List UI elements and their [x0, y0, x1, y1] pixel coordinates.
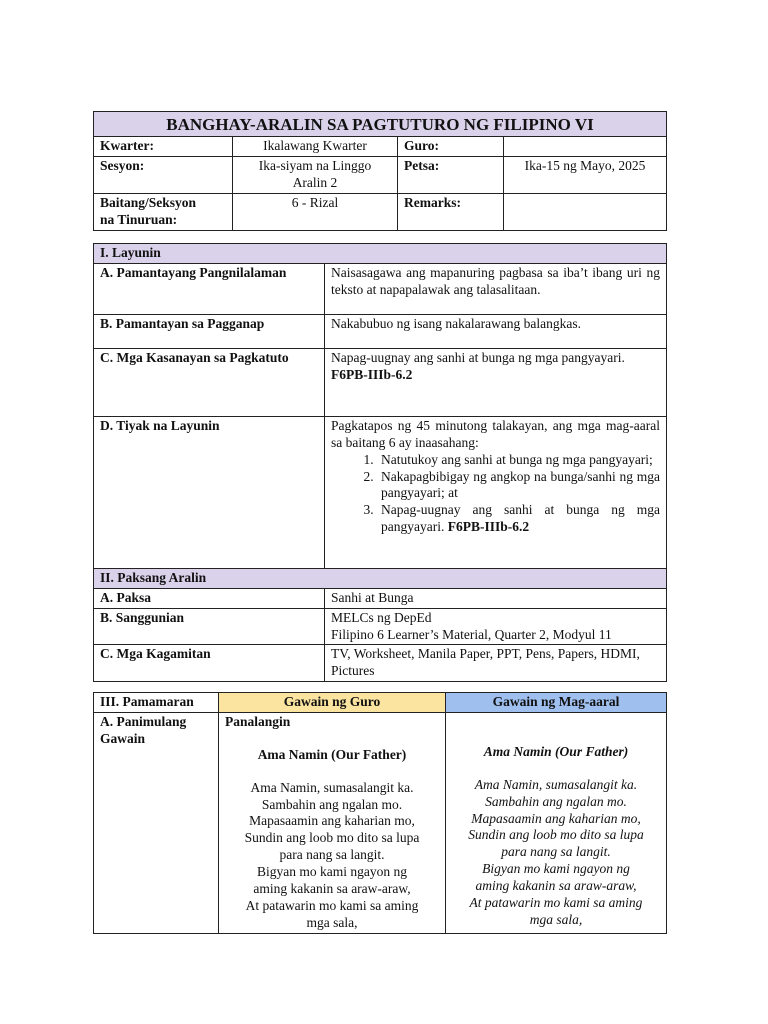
prayer-line: At patawarin mo kami sa aming	[245, 897, 419, 913]
prayer-line: Ama Namin, sumasalangit ka.	[250, 779, 414, 795]
tiyak-na-layunin-label: D. Tiyak na Layunin	[94, 416, 325, 568]
paksa-value: Sanhi at Bunga	[325, 588, 667, 608]
prayer-line: Mapasaamin ang kaharian mo,	[249, 813, 415, 829]
prayer-line: para nang sa langit.	[279, 847, 385, 863]
prayer-line: mga sala,	[529, 911, 583, 927]
prayer-line: At patawarin mo kami sa aming	[469, 894, 643, 910]
guro-label: Guro:	[398, 137, 504, 157]
sanggunian-line2: Filipino 6 Learner’s Material, Quarter 2, Modyul 11	[331, 626, 612, 642]
pamantayang-pangnilalaman-value: Naisasagawa ang mapanuring pagbasa sa iba’t ibang uri ng teksto at napapalawak ang talasalitaan.	[325, 263, 667, 314]
kasanayan-code: F6PB-IIIb-6.2	[331, 366, 413, 382]
sesyon-value-line2: Aralin 2	[292, 175, 338, 190]
prayer-line: mga sala,	[306, 914, 358, 930]
kwarter-value: Ikalawang Kwarter	[233, 137, 398, 157]
remarks-label: Remarks:	[398, 193, 504, 230]
baitang-label-line2: na Tinuruan:	[100, 211, 178, 227]
prayer-line: Bigyan mo kami ngayon ng	[257, 864, 407, 879]
kasanayan-text: Napag-uugnay ang sanhi at bunga ng mga pangyayari.	[331, 349, 625, 365]
pamantayang-pangnilalaman-label: A. Pamantayang Pangnilalaman	[94, 263, 325, 314]
pamamaraan-table	[93, 692, 667, 934]
petsa-label: Petsa:	[398, 157, 504, 194]
layunin-table	[93, 243, 667, 682]
header-table	[93, 111, 667, 231]
paksang-aralin-heading: II. Paksang Aralin	[94, 568, 667, 588]
tiyak-na-layunin-intro: Pagkatapos ng 45 minutong talakayan, ang mga mag-aaral sa baitang 6 ay inaasahang:	[331, 417, 661, 450]
prayer-line: Sambahin ang ngalan mo.	[261, 796, 403, 812]
paksa-label: A. Paksa	[94, 588, 325, 608]
petsa-value: Ika-15 ng Mayo, 2025	[504, 157, 667, 194]
kasanayan-value	[325, 348, 667, 416]
kwarter-label: Kwarter:	[94, 137, 233, 157]
remarks-value	[504, 193, 667, 230]
kasanayan-label: C. Mga Kasanayan sa Pagkatuto	[94, 348, 325, 416]
baitang-label-line1: Baitang/Seksyon	[100, 194, 197, 210]
list-item: 1. Natutukoy ang sanhi at bunga ng mga pangyayari;	[377, 452, 660, 469]
list-item: 2. Nakapagbibigay ng angkop na bunga/sanhi ng mga pangyayari; at	[377, 469, 660, 503]
prayer-title: Ama Namin (Our Father)	[257, 746, 407, 762]
tiyak-na-layunin-list	[331, 452, 660, 536]
pamamaraan-heading: III. Pamamaran	[94, 693, 219, 713]
pamantayan-sa-pagganap-value: Nakabubuo ng isang nakalarawang balangkas.	[325, 314, 667, 348]
sesyon-label: Sesyon:	[94, 157, 233, 194]
prayer-line: aming kakanin sa araw-araw,	[475, 878, 637, 893]
list-item: 3. Napag-uugnay ang sanhi at bunga ng mga pangyayari. F6PB-IIIb-6.2	[377, 502, 660, 536]
prayer-line: Mapasaamin ang kaharian mo,	[471, 810, 641, 826]
gawain-ng-guro-header: Gawain ng Guro	[219, 693, 446, 713]
layunin-heading: I. Layunin	[94, 244, 667, 264]
tiyak-na-layunin-code: F6PB-IIIb-6.2	[447, 519, 530, 535]
prayer-text	[225, 780, 439, 932]
prayer-line: Ama Namin, sumasalangit ka.	[474, 776, 638, 792]
sanggunian-label: B. Sanggunian	[94, 608, 325, 645]
pamantayan-sa-pagganap-label: B. Pamantayan sa Pagganap	[94, 314, 325, 348]
sesyon-value	[233, 157, 398, 194]
baitang-value: 6 - Rizal	[233, 193, 398, 230]
prayer-line: Sambahin ang ngalan mo.	[485, 793, 627, 809]
magaaral-activity-cell	[446, 712, 667, 933]
prayer-line: Bigyan mo kami ngayon ng	[482, 861, 630, 877]
page-title: BANGHAY-ARALIN SA PAGTUTURO NG FILIPINO VI	[94, 112, 667, 137]
baitang-label	[94, 193, 233, 230]
sesyon-value-line1: Ika-siyam na Linggo	[258, 158, 372, 174]
panimulang-gawain-label: A. Panimulang Gawain	[94, 712, 219, 933]
prayer-line: Sundin ang loob mo dito sa lupa	[468, 827, 644, 843]
sanggunian-value	[325, 608, 667, 645]
kagamitan-value: TV, Worksheet, Manila Paper, PPT, Pens, Papers, HDMI, Pictures	[325, 645, 667, 682]
kagamitan-label: C. Mga Kagamitan	[94, 645, 325, 682]
prayer-title-student: Ama Namin (Our Father)	[483, 743, 629, 759]
prayer-line: para nang sa langit.	[501, 844, 611, 860]
panalangin-label: Panalangin	[225, 713, 291, 729]
sanggunian-line1: MELCs ng DepEd	[331, 609, 432, 625]
tiyak-na-layunin-value	[325, 416, 667, 568]
prayer-line: aming kakanin sa araw-araw,	[253, 880, 411, 896]
prayer-line: Sundin ang loob mo dito sa lupa	[244, 830, 420, 846]
prayer-text-student	[452, 777, 660, 929]
gawain-ng-magaaral-header: Gawain ng Mag-aaral	[446, 693, 667, 713]
guro-activity-cell	[219, 712, 446, 933]
guro-value	[504, 137, 667, 157]
